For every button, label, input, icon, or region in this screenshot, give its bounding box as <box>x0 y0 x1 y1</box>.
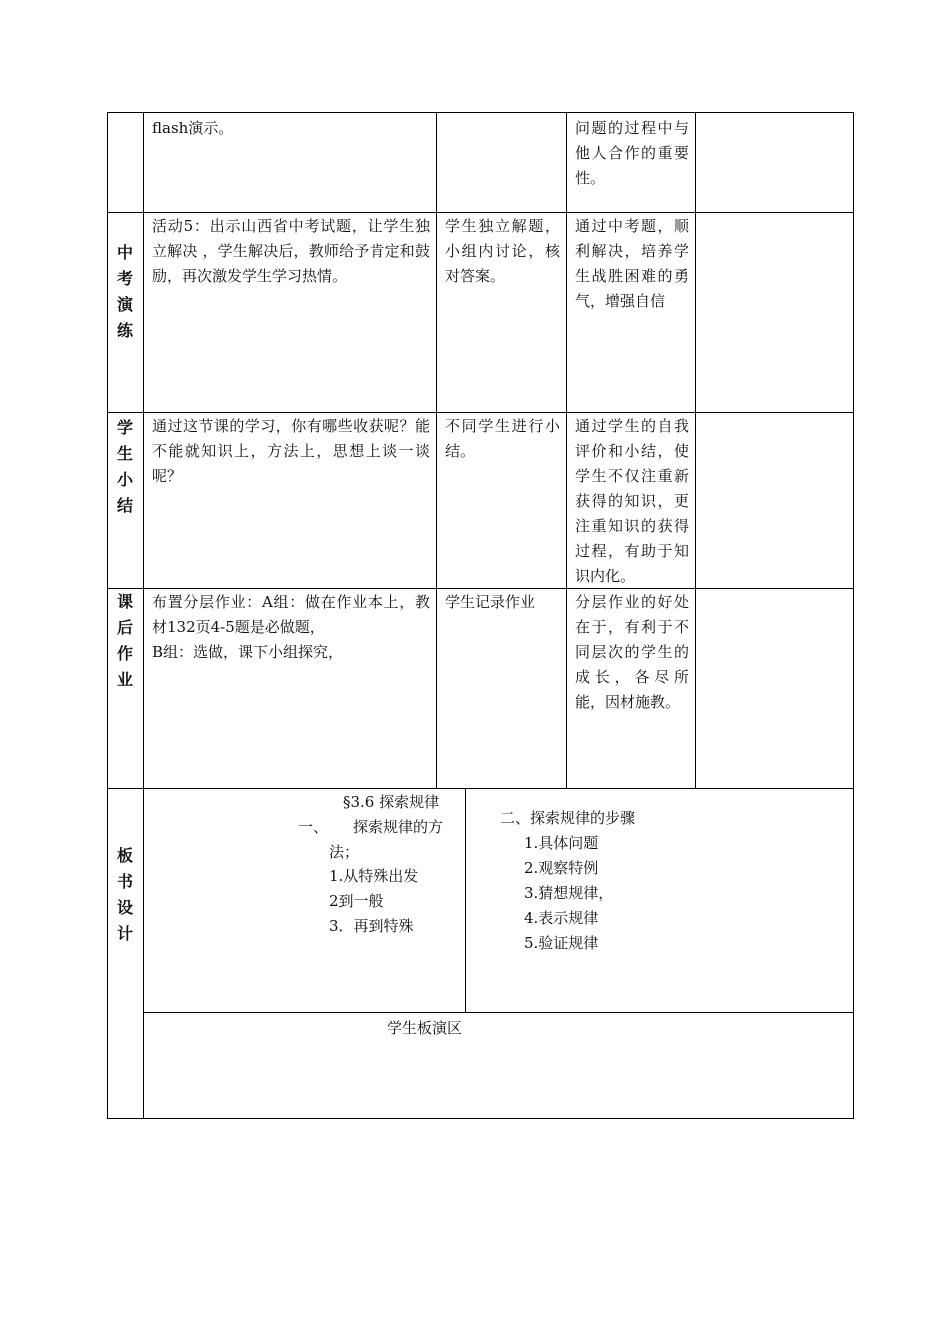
column-divider <box>436 112 437 789</box>
activity-cell: 活动5：出示山西省中考试题，让学生独立解决 ，学生解决后，教师给予肯定和鼓励，再次激发学生学习热情。 <box>152 217 430 285</box>
board-right-item: 1.具体问题 <box>524 834 599 852</box>
board-title: §3.6 探索规律 <box>343 793 440 811</box>
row-divider <box>107 412 854 413</box>
student-activity-cell: 学生记录作业 <box>445 593 536 611</box>
column-divider <box>566 112 567 789</box>
intent-cell: 通过中考题，顺利解决，培养学生战胜困难的勇气，增强自信 <box>575 217 689 310</box>
student-activity-cell: 不同学生进行小结。 <box>445 417 560 460</box>
activity-cell <box>152 590 430 665</box>
board-right-heading: 二、探索规律的步骤 <box>500 809 636 827</box>
board-left-heading-number: 一、 <box>298 818 329 836</box>
board-left-item: 3．再到特殊 <box>329 917 414 935</box>
board-right-item: 4.表示规律 <box>524 909 599 927</box>
row-label-summary: 学 生 小 结 <box>116 418 133 515</box>
intent-cell: 分层作业的好处在于，有利于不同层次的学生的成长，各尽所能，因材施教。 <box>575 593 689 711</box>
row-divider <box>107 788 854 789</box>
row-label-homework: 课 后 作 业 <box>116 592 133 689</box>
intent-cell: 通过学生的自我评价和小结，使学生不仅注重新获得的知识，更注重知识的获得过程，有助于知识内化。 <box>575 417 689 585</box>
board-right-item: 5.验证规律 <box>524 934 599 952</box>
table-border-right <box>853 112 854 1119</box>
board-right-item: 3.猜想规律， <box>524 884 614 902</box>
homework-line-a: 布置分层作业：A组：做在作业本上，教材132页4-5题是必做题， <box>152 593 430 636</box>
board-left-item: 1.从特殊出发 <box>329 867 419 885</box>
board-right-item: 2.观察特例 <box>524 859 599 877</box>
student-activity-cell: 学生独立解题，小组内讨论，核对答案。 <box>445 217 560 285</box>
board-left-item: 2到一般 <box>329 892 384 910</box>
table-border-bottom <box>107 1118 854 1119</box>
row-label-exam-practice: 中 考 演 练 <box>116 243 133 340</box>
activity-cell: flash演示。 <box>152 119 234 137</box>
board-divider <box>143 1012 854 1013</box>
row-divider <box>107 212 854 213</box>
column-divider <box>695 112 696 789</box>
board-left-heading: 探索规律的方 <box>353 818 444 836</box>
row-label-board-design: 板 书 设 计 <box>116 846 133 943</box>
homework-line-b: B组：选做，课下小组探究， <box>152 643 344 661</box>
table-border-top <box>107 112 854 113</box>
row-divider <box>107 588 854 589</box>
intent-cell: 问题的过程中与他人合作的重要性。 <box>575 119 689 187</box>
student-demo-area: 学生板演区 <box>387 1019 463 1037</box>
activity-cell: 通过这节课的学习，你有哪些收获呢？能不能就知识上，方法上，思想上谈一谈呢？ <box>152 417 430 485</box>
column-divider <box>143 112 144 1119</box>
board-left-heading-cont: 法； <box>329 843 360 861</box>
board-column-divider <box>465 788 466 1013</box>
